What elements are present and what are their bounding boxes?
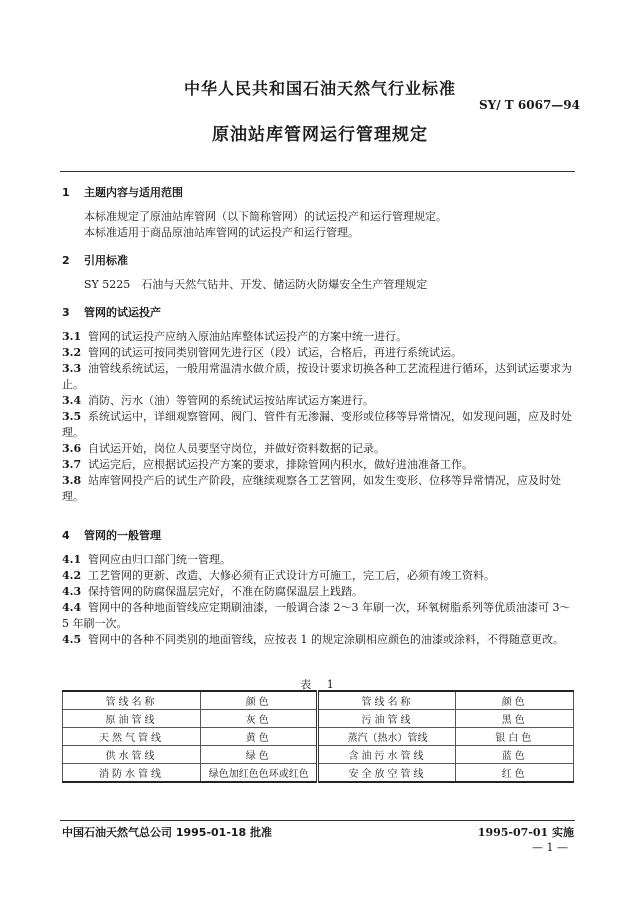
clause-4-3 (62, 584, 574, 600)
section-1 (62, 185, 574, 241)
clause-text: 工艺管网的更新、改造、大修必须有正式设计方可施工，完工后，必须有竣工资料。 (88, 569, 495, 582)
table-cell: 红色 (456, 764, 574, 783)
section-heading (62, 528, 574, 544)
table-cell: 原油管线 (63, 710, 201, 728)
header-cell: 颜色 (456, 691, 574, 710)
standard-title: 中华人民共和国石油天然气行业标准 (183, 79, 456, 98)
clause-text: 站库管网投产后的试生产阶段，应继续观察各工艺管网，如发生变形、位移等异常情况，应及时处理。 (62, 474, 561, 503)
paragraph: 本标准适用于商品原油站库管网的试运投产和运行管理。 (84, 226, 359, 239)
section-title: 主题内容与适用范围 (84, 186, 183, 199)
clause-number: 4.4 (62, 601, 82, 614)
table-cell: 天然气管线 (63, 728, 201, 746)
clause-number: 4.3 (62, 585, 82, 598)
clause-text: 管网的试运投产应纳入原油站库整体试运投产的方案中统一进行。 (88, 330, 407, 343)
section-heading (62, 305, 574, 321)
clause-3-4 (62, 393, 574, 409)
clause-text: 消防、污水（油）等管网的系统试运按站库试运方案进行。 (88, 394, 374, 407)
clause-3-7 (62, 457, 574, 473)
clause-number: 3.2 (62, 346, 82, 359)
table-row (63, 728, 574, 746)
table-cell: 绿色 (200, 746, 318, 764)
table-cell: 绿色加红色色环或红色 (200, 764, 318, 783)
clause-text: 管网中的各种地面管线应定期刷油漆，一般调合漆 2～3 年刷一次，环氧树脂系列等优质油漆可 3～5 年刷一次。 (62, 601, 571, 630)
clause-number: 3.1 (62, 330, 82, 343)
clause-number: 3.3 (62, 362, 82, 375)
clause-text: 管网应由归口部门统一管理。 (88, 553, 231, 566)
clause-text: 管网的试运可按同类别管网先进行区（段）试运，合格后，再进行系统试运。 (88, 346, 462, 359)
clause-number: 3.6 (62, 442, 82, 455)
table-cell: 消防水管线 (63, 764, 201, 783)
table-row (63, 746, 574, 764)
clause-3-5 (62, 409, 574, 441)
clause-number: 3.8 (62, 474, 82, 487)
clause-3-2 (62, 345, 574, 361)
table-cell: 含油污水管线 (318, 746, 456, 764)
section-title: 管网的一般管理 (84, 529, 161, 542)
section-title: 管网的试运投产 (84, 306, 161, 319)
table-cell: 蓝色 (456, 746, 574, 764)
clause-number: 4.5 (62, 633, 82, 646)
section-number: 1 (62, 186, 70, 199)
table-cell: 灰色 (200, 710, 318, 728)
table-cell: 黄色 (200, 728, 318, 746)
pipeline-color-table (62, 690, 574, 783)
clause-number: 4.1 (62, 553, 82, 566)
clause-4-2 (62, 568, 574, 584)
clause-3-8 (62, 473, 574, 505)
table-cell: 蒸汽（热水）管线 (318, 728, 456, 746)
clause-text: 油管线系统试运，一般用常温清水做介质，按设计要求切换各种工艺流程进行循环，达到试运要求为止。 (62, 362, 572, 391)
header-divider (60, 171, 575, 172)
footer-divider (60, 820, 575, 821)
page-number: — 1 — (532, 841, 568, 854)
table-row (63, 710, 574, 728)
section-title: 引用标准 (84, 254, 128, 267)
clause-4-5 (62, 632, 574, 648)
table-row (63, 764, 574, 783)
clause-3-1 (62, 329, 574, 345)
clause-number: 4.2 (62, 569, 82, 582)
section-4 (62, 528, 574, 648)
header-cell: 颜色 (200, 691, 318, 710)
approval-line: 中国石油天然气总公司 1995-01-18 批准 (62, 826, 273, 839)
clause-number: 3.4 (62, 394, 82, 407)
clause-text: 自试运开始，岗位人员要坚守岗位，并做好资料数据的记录。 (88, 442, 385, 455)
header-cell: 管线名称 (63, 691, 201, 710)
implementation-date: 1995-07-01 实施 (477, 826, 574, 839)
reference-standard: SY 5225 石油与天然气钻井、开发、储运防火防爆安全生产管理规定 (84, 278, 428, 291)
section-3 (62, 305, 574, 505)
clause-text: 保持管网的防腐保温层完好，不准在防腐保温层上践踏。 (88, 585, 363, 598)
table-caption: 表 1 (300, 678, 340, 691)
clause-4-1 (62, 552, 574, 568)
table-cell: 黑色 (456, 710, 574, 728)
table-cell: 供水管线 (63, 746, 201, 764)
clause-text: 系统试运中，详细观察管网、阀门、管件有无渗漏、变形或位移等异常情况，如发现问题，应及时处理。 (62, 410, 572, 439)
document-title: 原油站库管网运行管理规定 (212, 125, 428, 145)
table-cell: 安全放空管线 (318, 764, 456, 783)
table-cell: 银白色 (456, 728, 574, 746)
header-cell: 管线名称 (318, 691, 456, 710)
clause-text: 试运完后，应根据试运投产方案的要求，排除管网内积水，做好进油准备工作。 (88, 458, 473, 471)
clause-3-3 (62, 361, 574, 393)
section-number: 4 (62, 529, 70, 542)
paragraph: 本标准规定了原油站库管网（以下简称管网）的试运投产和运行管理规定。 (84, 210, 447, 223)
section-heading (62, 185, 574, 201)
table-header-row (63, 691, 574, 710)
clause-text: 管网中的各种不同类别的地面管线，应按表 1 的规定涂刷相应颜色的油漆或涂料，不得随意更改。 (88, 633, 564, 646)
clause-number: 3.5 (62, 410, 82, 423)
table-cell: 污油管线 (318, 710, 456, 728)
section-2 (62, 253, 574, 293)
clause-4-4 (62, 600, 574, 632)
clause-3-6 (62, 441, 574, 457)
section-heading (62, 253, 574, 269)
standard-code: SY/ T 6067—94 (479, 98, 580, 112)
section-number: 2 (62, 254, 70, 267)
clause-number: 3.7 (62, 458, 82, 471)
section-number: 3 (62, 306, 70, 319)
